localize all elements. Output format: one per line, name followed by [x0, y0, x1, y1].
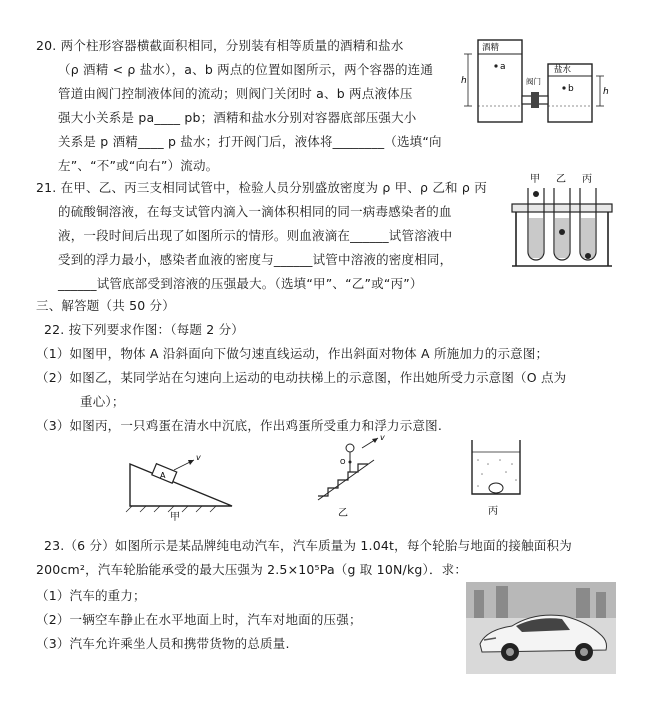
q21-line-4: 受到的浮力最小，感染者血液的密度与______试管中溶液的密度相同，	[58, 252, 453, 267]
q22-figure-yi	[312, 430, 392, 520]
q20-label-a: a	[500, 62, 506, 72]
q20-line-5: 关系是 p 酒精____ p 盐水；打开阀门后，液体将________（选填“向	[58, 134, 442, 149]
q21-line-5: ______试管底部受到溶液的压强最大。（选填“甲”、“乙”或“丙”）	[58, 276, 423, 291]
q22-intro: 22. 按下列要求作图：（每题 2 分）	[44, 322, 245, 337]
q23-line-3: （1）汽车的重力；	[36, 588, 146, 603]
section3-title: 三、解答题（共 50 分）	[36, 298, 175, 313]
q23-line-1: 23.（6 分）如图所示是某品牌纯电动汽车，汽车质量为 1.04t，每个轮胎与地面的接触面积为	[44, 538, 572, 553]
q20-containers-figure	[460, 36, 610, 126]
q20-label-alcohol: 酒精	[482, 43, 500, 53]
q21-line-2: 的硫酸铜溶液，在每支试管内滴入一滴体积相同的同一病毒感染者的血	[58, 204, 452, 219]
q22-jia-caption: 甲	[170, 512, 180, 521]
q20-label-h-left: h	[461, 76, 467, 86]
q21-line-1: 21. 在甲、乙、丙三支相同试管中，检验人员分别盛放密度为 ρ 甲、ρ 乙和 ρ 丙	[36, 180, 487, 195]
q20-line-1: 20. 两个柱形容器横截面积相同，分别装有相等质量的酒精和盐水	[36, 38, 404, 53]
q20-line-6: 左”、“不”或“向右”）流动。	[58, 158, 219, 173]
q20-line-3: 管道由阀门控制液体间的流动；则阀门关闭时 a、b 两点液体压	[58, 86, 413, 101]
q21-line-3: 液，一段时间后出现了如图所示的情形。则血液滴在______试管溶液中	[58, 228, 453, 243]
q20-line-4: 强大小关系是 pa____ pb；酒精和盐水分别对容器底部压强大小	[58, 110, 417, 125]
q23-line-4: （2）一辆空车静止在水平地面上时，汽车对地面的压强；	[36, 612, 362, 627]
q22-figure-bing	[466, 436, 526, 521]
q23-car-image	[466, 582, 616, 674]
q22-item-1: （1）如图甲，物体 A 沿斜面向下做匀速直线运动，作出斜面对物体 A 所施加力的示意图；	[36, 346, 549, 361]
q22-yi-o-label: O	[340, 458, 346, 466]
q20-label-valve: 阀门	[526, 77, 541, 86]
q22-figure-jia	[112, 446, 242, 521]
q21-label-jia: 甲	[530, 174, 540, 185]
q22-bing-caption: 丙	[488, 506, 498, 517]
q22-item-3: （3）如图丙，一只鸡蛋在清水中沉底，作出鸡蛋所受重力和浮力示意图.	[36, 418, 443, 433]
q21-label-yi: 乙	[556, 174, 566, 185]
q22-jia-a-label: A	[160, 471, 166, 480]
q21-test-tubes-figure	[508, 170, 618, 270]
q23-line-5: （3）汽车允许乘坐人员和携带货物的总质量.	[36, 636, 290, 651]
q20-line-2: （ρ 酒精 < ρ 盐水），a、b 两点的位置如图所示，两个容器的连通	[58, 62, 434, 77]
q22-item-2: （2）如图乙，某同学站在匀速向上运动的电动扶梯上的示意图，作出她所受力示意图（O 点为	[36, 370, 567, 385]
q22-yi-caption: 乙	[338, 508, 348, 519]
q20-label-b: b	[568, 84, 574, 94]
q20-label-saltwater: 盐水	[554, 65, 572, 75]
q22-item-2-cont: 重心）；	[80, 394, 125, 409]
q20-label-h-right: h	[603, 87, 609, 97]
q23-line-2: 200cm²，汽车轮胎能承受的最大压强为 2.5×10⁵Pa（g 取 10N/kg）．求：	[36, 562, 468, 577]
q22-jia-v-label: v	[196, 453, 201, 462]
q22-yi-v-label: v	[380, 433, 385, 442]
q21-label-bing: 丙	[582, 174, 592, 185]
